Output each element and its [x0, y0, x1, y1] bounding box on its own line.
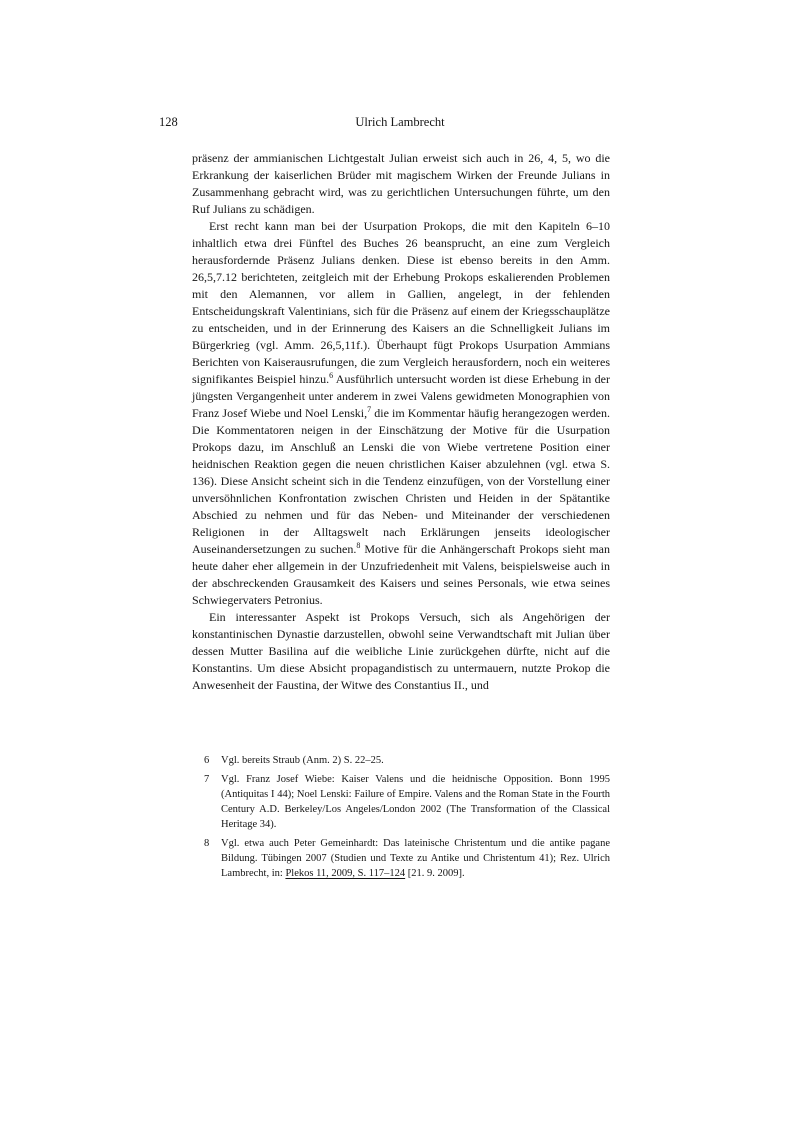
text-run: die im Kommentar häufig herangezogen werden. Die Kommentatoren neigen in der Einschätzung der Motive für die Usurpation Prokops dazu, im Anschluß an Lenski die von Wiebe vertretene Position einer heidnischen Reaktion gegen die neuen christlichen Kaiser abzulehnen (vgl. etwa S. 136). Diese Ansicht scheint sich in die Tendenz einzufügen, von der Vorstellung einer unversöhnlichen Konfrontation zwischen Christen und Heiden in der Spätantike Abschied zu nehmen und für das Neben- und Miteinander der verschiedenen Religionen in der Alltagswelt nach Erklärungen jenseits ideologischer Auseinandersetzungen zu suchen. [192, 406, 610, 556]
footnote-marker: 7 [204, 774, 210, 785]
footnotes-section [192, 753, 610, 885]
body-paragraph [192, 609, 610, 694]
page-number: 128 [159, 115, 178, 129]
text-run: Ausführlich untersucht worden ist diese Erhebung in der jüngsten Vergangenheit unter anderem in zwei Valens gewidmeten Monographien von Franz Josef Wiebe und Noel Lenski, [192, 372, 610, 420]
running-head: Ulrich Lambrecht [355, 115, 445, 129]
text-run: Ein interessanter Aspekt ist Prokops Versuch, sich als Angehörigen der konstantinischen Dynastie darzustellen, obwohl seine Verwandtschaft mit Julian über dessen Mutter Basilina auf die weibliche Linie zurückgehen dürfte, nicht auf die Konstantins. Um diese Absicht propagandistisch zu untermauern, nutzte Prokop die Anwesenheit der Faustina, der Witwe des Constantius II., und [192, 610, 610, 692]
text-run: Erst recht kann man bei der Usurpation Prokops, die mit den Kapiteln 6–10 inhaltlich etwa drei Fünftel des Buches 26 beansprucht, an eine zum Vergleich herausfordernde Präsenz Julians denken. Diese ist ebenso bereits in den Amm. 26,5,7.12 berichteten, zeitgleich mit der Erhebung Prokops eskalierenden Problemen mit den Alemannen, vor allem in Gallien, angelegt, in der fehlenden Entscheidungskraft Valentinians, sich für die Präsenz auf einem der Kriegsschauplätze zu entscheiden, und in der Erinnerung des Kaisers an die Schnelligkeit Julians im Bürgerkrieg (vgl. Amm. 26,5,11f.). Überhaupt fügt Prokops Usurpation Ammians Berichten von Kaiserausrufungen, die zum Vergleich herausfordern, noch ein weiteres signifikantes Beispiel hinzu. [192, 219, 610, 386]
footnote-marker: 8 [204, 838, 210, 849]
text-run: Vgl. etwa auch Peter Gemeinhardt: Das lateinische Christentum und die antike pagane Bildung. Tübingen 2007 (Studien und Texte zu Antike und Christentum 41); Rez. Ulrich Lambrecht, in: [221, 838, 610, 879]
footnote-item [192, 836, 610, 881]
footnote-item [192, 753, 610, 768]
footnote-marker: 6 [204, 755, 210, 766]
text-run: [21. 9. 2009]. [405, 868, 465, 879]
footnote-text [221, 755, 384, 766]
text-run: Motive für die Anhängerschaft Prokops sieht man heute daher eher allgemein in der Unzufriedenheit mit Valens, beispielsweise auch in der abschreckenden Grausamkeit des Kaisers und seines Personals, wie etwa seines Schwiegervaters Petronius. [192, 542, 610, 607]
footnote-ref-marker: 7 [367, 405, 372, 414]
body-paragraph [192, 150, 610, 218]
text-run: Vgl. Franz Josef Wiebe: Kaiser Valens und die heidnische Opposition. Bonn 1995 (Antiquitas I 44); Noel Lenski: Failure of Empire. Valens and the Roman State in the Fourth Century A.D. Berkeley/Los Angeles/London 2002 (The Transformation of the Classical Heritage 34). [221, 774, 610, 830]
body-paragraph [192, 218, 610, 609]
text-run: Vgl. bereits Straub (Anm. 2) S. 22–25. [221, 755, 384, 766]
footnote-ref-marker: 6 [329, 371, 334, 380]
text-run: präsenz der ammianischen Lichtgestalt Julian erweist sich auch in 26, 4, 5, wo die Erkrankung der kaiserlichen Brüder mit magischem Wirken der Freunde Julians in Zusammenhang gebracht wird, was zu gerichtlichen Untersuchungen führte, um den Ruf Julians zu schädigen. [192, 151, 610, 216]
body-text [192, 150, 610, 694]
plekos-review-link[interactable]: Plekos 11, 2009, S. 117–124 [285, 868, 406, 879]
footnote-text [221, 774, 610, 830]
footnote-item [192, 772, 610, 832]
footnote-text [221, 838, 610, 879]
footnote-ref-marker: 8 [356, 541, 361, 550]
